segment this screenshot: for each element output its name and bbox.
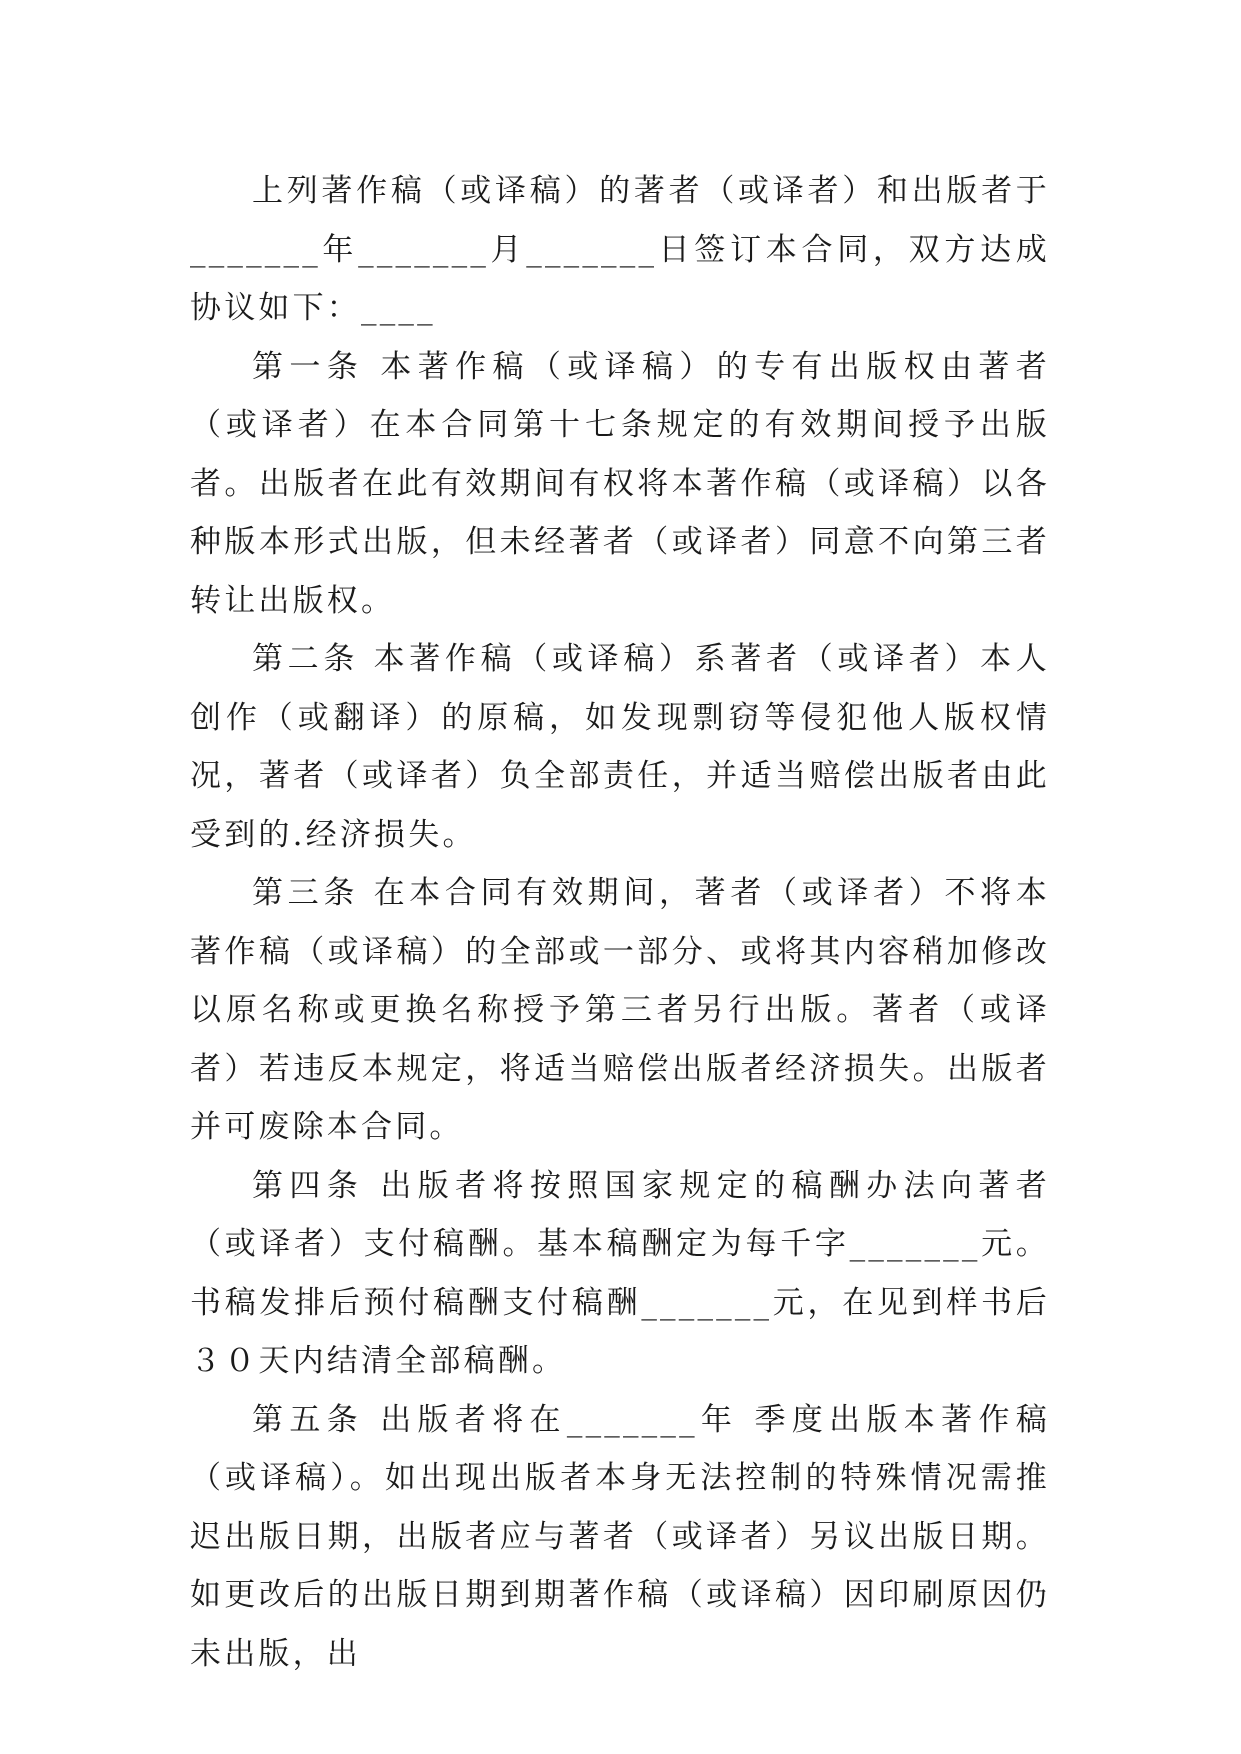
- paragraph-article-4: 第四条 出版者将按照国家规定的稿酬办法向著者（或译者）支付稿酬。基本稿酬定为每千字_______元。书稿发排后预付稿酬支付稿酬_______元，在见到样书后３０天内结清全部稿酬。: [190, 1167, 1050, 1379]
- paragraph-preamble: 上列著作稿（或译稿）的著者（或译者）和出版者于_______年_______月_______日签订本合同，双方达成协议如下：____: [190, 173, 1050, 326]
- paragraph-article-2: 第二条 本著作稿（或译稿）系著者（或译者）本人创作（或翻译）的原稿，如发现剽窃等侵犯他人版权情况，著者（或译者）负全部责任，并适当赔偿出版者由此受到的.经济损失。: [190, 641, 1050, 853]
- paragraph-article-1: 第一条 本著作稿（或译稿）的专有出版权由著者（或译者）在本合同第十七条规定的有效期间授予出版者。出版者在此有效期间有权将本著作稿（或译稿）以各种版本形式出版，但未经著者（或译者）同意不向第三者转让出版权。: [190, 348, 1050, 619]
- document-page: [190, 162, 1050, 1683]
- paragraph-article-3: 第三条 在本合同有效期间，著者（或译者）不将本著作稿（或译稿）的全部或一部分、或将其内容稍加修改以原名称或更换名称授予第三者另行出版。著者（或译者）若违反本规定，将适当赔偿出版者经济损失。出版者并可废除本合同。: [190, 875, 1050, 1145]
- paragraph-article-5: 第五条 出版者将在_______年 季度出版本著作稿（或译稿）。如出现出版者本身无法控制的特殊情况需推迟出版日期，出版者应与著者（或译者）另议出版日期。如更改后的出版日期到期著作稿（或译稿）因印刷原因仍未出版，出: [190, 1401, 1050, 1672]
